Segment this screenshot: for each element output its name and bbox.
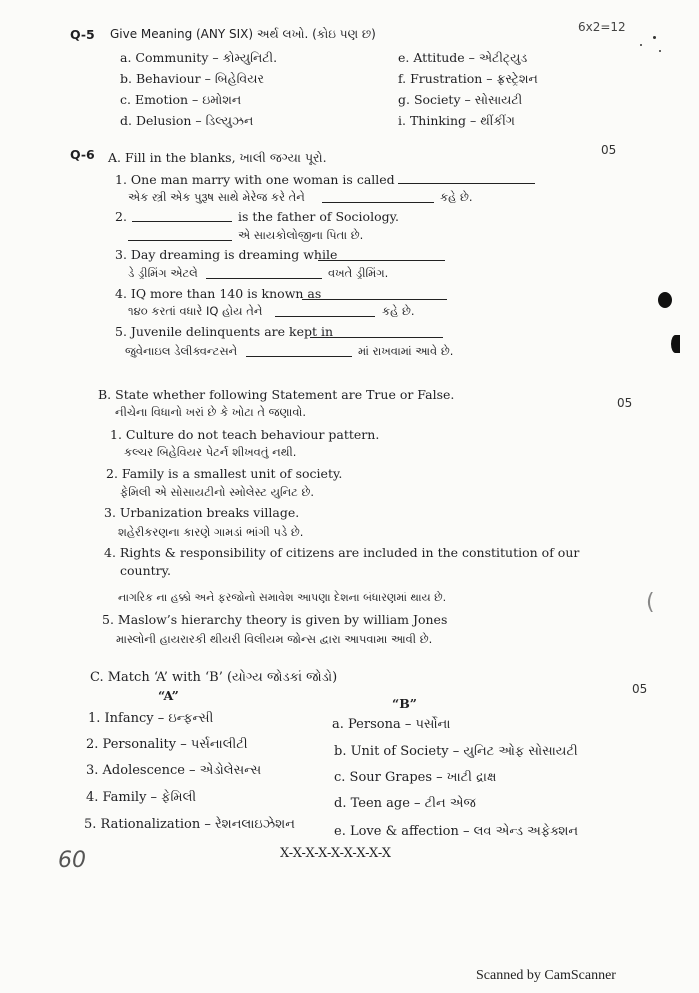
q6a-item3-gu: ડે ડ્રીમિંગ એટલે bbox=[128, 266, 198, 280]
scan-artifact-speck bbox=[653, 36, 656, 39]
q6b-item5-gu: માસ્લોની હાયરારકી થીયરી વિલીયમ જોન્સ દ્વારા આપવામા આવી છે. bbox=[116, 632, 433, 646]
q6a-item1-gu-blank bbox=[322, 191, 434, 203]
q5-item-d: d. Delusion – ડિલ્યુઝન bbox=[120, 113, 254, 128]
q6a-item2-num: 2. bbox=[115, 209, 127, 224]
q6a-item5-en: 5. Juvenile delinquents are kept in bbox=[115, 324, 334, 339]
q6c-col-a-item1: 1. Infancy – ઇન્ફન્સી bbox=[88, 711, 214, 726]
q6a-item3-en: 3. Day dreaming is dreaming while bbox=[115, 247, 338, 262]
q5-title: Give Meaning (ANY SIX) અર્થ લખો. (કોઇ પણ છ) bbox=[110, 27, 376, 41]
q6a-item4-en: 4. IQ more than 140 is known as bbox=[115, 286, 322, 301]
q6a-item4-blank bbox=[302, 288, 447, 300]
q6b-item5-en: 5. Maslow’s hierarchy theory is given by william Jones bbox=[102, 612, 448, 627]
q6b-item1-en: 1. Culture do not teach behaviour pattern. bbox=[110, 427, 380, 442]
q6a-item4-gu-blank bbox=[275, 305, 375, 317]
q6a-item3-gu-blank bbox=[206, 267, 322, 279]
scan-artifact-speck bbox=[640, 44, 642, 46]
q6b-item2-gu: ફેમિલી એ સોસાયટીનો સ્મોલેસ્ટ યુનિટ છે. bbox=[120, 485, 315, 499]
q5-item-g: g. Society – સોસાયટી bbox=[398, 92, 523, 107]
q6b-item2-en: 2. Family is a smallest unit of society. bbox=[106, 466, 343, 481]
q6c-col-b-item-d: d. Teen age – ટીન એજ bbox=[334, 796, 476, 811]
q6b-title: B. State whether following Statement are True or False. bbox=[98, 387, 455, 402]
q6b-item4-gu: નાગરિક ના હક્કો અને ફરજોનો સમાવેશ આપણા દેશના બંધારણમાં થાય છે. bbox=[118, 591, 447, 604]
q6a-item2-blank bbox=[132, 210, 232, 222]
q5-item-e: e. Attitude – એટીટ્યુડ bbox=[398, 50, 528, 65]
q6c-col-a-item5: 5. Rationalization – રેશનલાઇઝેશન bbox=[84, 817, 295, 832]
q6a-item1-en: 1. One man marry with one woman is called bbox=[115, 172, 395, 187]
q6c-col-b-item-c: c. Sour Grapes – ખાટી દ્રાક્ષ bbox=[334, 770, 497, 785]
q6c-col-a-item4: 4. Family – ફેમિલી bbox=[86, 790, 197, 805]
q6a-item5-gu-blank bbox=[246, 345, 352, 357]
q6b-marks: 05 bbox=[617, 396, 633, 410]
q6a-title: A. Fill in the blanks, ખાલી જગ્યા પૂરો. bbox=[108, 150, 327, 165]
q6a-item1-gu-end: કહે છે. bbox=[440, 190, 473, 204]
handwritten-score: 60 bbox=[58, 848, 86, 873]
q6a-item4-gu-end: કહે છે. bbox=[382, 304, 415, 318]
scan-artifact-edge bbox=[671, 335, 680, 353]
q5-item-c: c. Emotion – ઇમોશન bbox=[120, 92, 242, 107]
q6a-marks: 05 bbox=[601, 143, 617, 157]
q5-marks: 6x2=12 bbox=[578, 20, 626, 34]
q6b-item4-en2: country. bbox=[120, 563, 172, 578]
q6c-col-b-item-e: e. Love & affection – લવ એન્ડ અફેક્શન bbox=[334, 824, 579, 839]
end-mark: X-X-X-X-X-X-X-X-X bbox=[280, 846, 392, 861]
q5-item-f: f. Frustration – ફ્રસ્ટ્રેશન bbox=[398, 71, 538, 86]
q6b-item4-en: 4. Rights & responsibility of citizens are included in the constitution of our bbox=[104, 545, 580, 560]
q6c-col-b-item-a: a. Persona – પર્સોના bbox=[332, 717, 451, 732]
q6c-col-a-header: “A” bbox=[158, 688, 179, 703]
scan-artifact-curve: ( bbox=[646, 590, 655, 615]
q6a-item2-gu-blank bbox=[128, 229, 232, 241]
q6a-item3-blank bbox=[318, 249, 445, 261]
q6a-item5-gu: જુવેનાઇલ ડેલીક્વન્ટસને bbox=[125, 344, 238, 358]
q6a-item2-en: is the father of Sociology. bbox=[238, 209, 399, 224]
q6a-item5-blank bbox=[310, 326, 443, 338]
q6c-col-a-item2: 2. Personality – પર્સનાલીટી bbox=[86, 737, 248, 752]
q6a-item2-gu: એ સાયકોલોજીના પિતા છે. bbox=[238, 228, 364, 242]
q5-item-i: i. Thinking – થીંકીંગ bbox=[398, 113, 515, 128]
q6b-item3-en: 3. Urbanization breaks village. bbox=[104, 505, 300, 520]
q6-number: Q-6 bbox=[70, 147, 95, 162]
q6c-col-b-header: “B” bbox=[392, 696, 417, 711]
scanner-watermark: Scanned by CamScanner bbox=[476, 968, 616, 983]
q6c-marks: 05 bbox=[632, 682, 648, 696]
q6c-title: C. Match ‘A’ with ‘B’ (યોગ્ય જોડકાં જોડો) bbox=[90, 670, 338, 685]
q6b-title-gu: નીચેના વિધાનો ખરાં છે કે ખોટા તે જણાવો. bbox=[115, 405, 307, 419]
scan-artifact-dot bbox=[658, 292, 672, 308]
q6a-item5-gu-end: માં રાખવામાં આવે છે. bbox=[358, 344, 454, 358]
q6c-col-a-item3: 3. Adolescence – એડોલેસન્સ bbox=[86, 763, 262, 778]
q6a-item1-blank bbox=[398, 172, 535, 184]
scan-artifact-speck bbox=[659, 50, 661, 52]
q5-item-b: b. Behaviour – બિહેવિયર bbox=[120, 71, 264, 86]
q6b-item3-gu: શહેરીકરણના કારણે ગામડાં ભાંગી પડે છે. bbox=[118, 525, 304, 539]
q5-item-a: a. Community – કોમ્યુનિટી. bbox=[120, 50, 278, 65]
q5-number: Q-5 bbox=[70, 27, 95, 42]
q6c-col-b-item-b: b. Unit of Society – યુનિટ ઓફ સોસાયટી bbox=[334, 744, 578, 759]
q6a-item4-gu: ૧૪૦ કરતાં વધારે IQ હોય તેને bbox=[128, 304, 263, 318]
q6a-item1-gu: એક સ્ત્રી એક પુરૂષ સાથે મેરેજ કરે તેને bbox=[128, 190, 305, 204]
q6b-item1-gu: કલ્ચર બિહેવિયર પેટર્ન શીખવતું નથી. bbox=[124, 445, 297, 459]
q6a-item3-gu-end: વખતે ડ્રીમિંગ. bbox=[328, 266, 389, 280]
